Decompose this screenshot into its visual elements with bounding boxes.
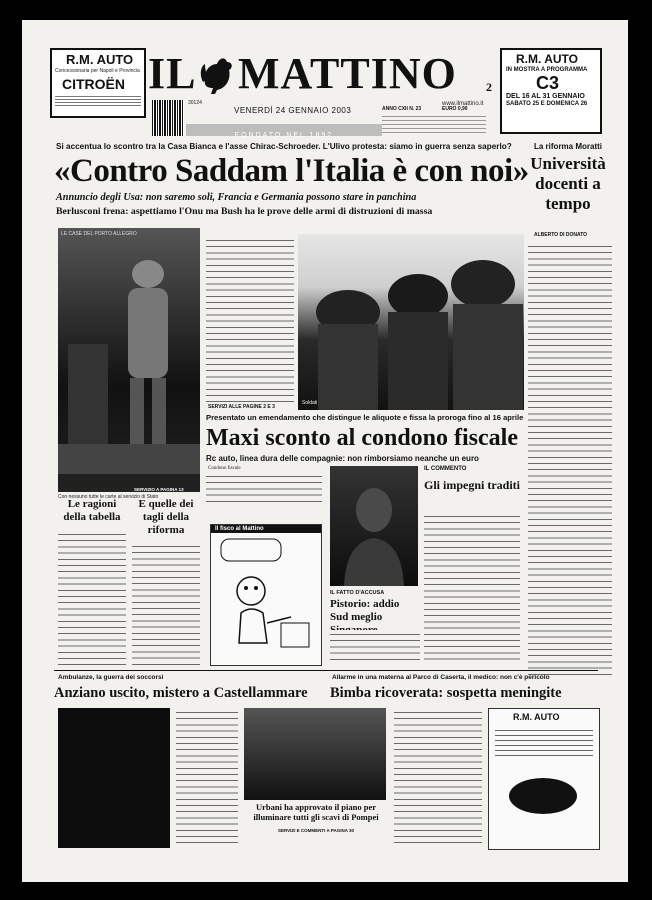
masthead-small-number: 2 xyxy=(486,80,492,94)
impegni-headline[interactable]: Gli impegni traditi xyxy=(424,478,520,492)
bottom-center-kicker: Allarme in una materna al Parco di Caserta, il medico: non c'è pericolo xyxy=(332,674,550,681)
pistorio-headline[interactable]: Pistorio: addio Sud meglio xyxy=(330,598,400,623)
cartoon-figure-icon xyxy=(211,533,319,659)
pompei-photo[interactable] xyxy=(244,708,386,800)
left-col-headline-1[interactable]: Le ragioni della tabella xyxy=(63,498,121,523)
condono-subhead: Rc auto, linea dura delle compagnie: non rimborsiamo neanche un euro xyxy=(206,454,479,463)
sidebar-kicker: La riforma Moratti xyxy=(534,142,603,151)
bottom-right-ad-title: R.M. AUTO xyxy=(513,712,560,722)
left-photo-see-page: SERVIZIO A PAGINA 13 xyxy=(134,487,184,492)
left-col-text-1 xyxy=(58,530,126,666)
postal-fineprint xyxy=(382,113,486,135)
soldier-silhouette-icon xyxy=(58,244,200,474)
masthead-title-right: MATTINO xyxy=(238,49,457,98)
portrait-icon xyxy=(330,466,418,586)
left-col-headline-2[interactable]: E quelle dei tagli della riforma xyxy=(138,498,194,536)
pistorio-body-text xyxy=(330,630,420,664)
bottom-right-ad-fineprint xyxy=(495,726,593,756)
impegni-body-text xyxy=(424,512,520,662)
ad-rm-auto-c3[interactable] xyxy=(500,48,602,134)
sidebar-author: ALBERTO DI DONATO xyxy=(534,232,588,238)
ad-left-brand: CITROËN xyxy=(62,76,125,92)
ad-left-title: R.M. AUTO xyxy=(66,52,134,67)
condono-headline[interactable]: Maxi sconto al condono fiscale xyxy=(206,425,518,451)
ad-right-line3: SABATO 25 E DOMENICA 26 xyxy=(506,101,588,107)
lead-see-page[interactable]: SERVIZI ALLE PAGINE 2 E 3 xyxy=(208,404,275,410)
masthead-title-left: IL xyxy=(148,49,197,98)
bottom-left-body-text xyxy=(176,708,238,848)
masthead-price: EURO 0,90 xyxy=(442,106,468,112)
bottom-right-ad[interactable] xyxy=(488,708,600,850)
ad-right-model: C3 xyxy=(536,73,560,93)
impegni-photo[interactable] xyxy=(330,466,418,586)
founded-text: FONDATO NEL 1892 xyxy=(234,132,334,139)
founded-band xyxy=(186,124,382,139)
bottom-left-photo[interactable] xyxy=(58,708,170,848)
cartoon-box[interactable] xyxy=(210,524,322,666)
section-rule xyxy=(54,670,598,671)
ad-right-title: R.M. AUTO xyxy=(516,52,578,66)
lead-headline[interactable]: «Contro Saddam l'Italia è con noi» xyxy=(54,153,529,189)
left-col-text-2 xyxy=(132,542,200,666)
ad-right-line2: DEL 16 AL 31 GENNAIO xyxy=(506,93,585,100)
masthead-website: www.ilmattino.it xyxy=(442,101,484,107)
bottom-left-headline[interactable]: Anziano uscito, mistero a Castellammare xyxy=(54,685,308,701)
lead-photo-caption: Soldati xyxy=(302,400,318,406)
pompei-caption-headline[interactable]: Urbani ha approvato il piano per illuminare tutti gli scavi di Pompei xyxy=(253,802,379,822)
soldiers-helmets-icon xyxy=(298,234,524,410)
lead-body-text xyxy=(206,236,294,402)
cartoon-label: Il fisco al Mattino xyxy=(211,525,321,533)
lead-second-deck: Berlusconi frena: aspettiamo l'Onu ma Bush ha le prove delle armi di distruzioni di massa xyxy=(56,206,433,217)
pistorio-kicker: IL FATTO D'ACCUSA xyxy=(330,590,385,596)
lead-photo-soldiers[interactable] xyxy=(298,234,524,410)
newspaper-front-page xyxy=(22,20,628,882)
sidebar-body-text xyxy=(528,242,612,680)
impegni-kicker: IL COMMENTO xyxy=(424,466,467,472)
condono-kicker: Presentato un emendamento che distingue le aliquote e fissa la proroga fino al 16 aprile xyxy=(206,413,524,422)
condono-body-text xyxy=(206,472,322,506)
car-icon xyxy=(489,760,597,820)
masthead-date: VENERDÌ 24 GENNAIO 2003 xyxy=(234,106,352,115)
left-photo[interactable] xyxy=(58,228,200,492)
lead-subhead: Annuncio degli Usa: non saremo soli, Francia e Germania possono stare in panchina xyxy=(56,192,417,203)
left-photo-caption: Con nessuno tutte le carte al servizio di Stato xyxy=(58,494,159,500)
barcode-number: 30124 xyxy=(188,100,202,106)
masthead-issue: ANNO CXII N. 23 xyxy=(382,106,422,112)
bottom-center-body-text xyxy=(394,708,482,848)
barcode xyxy=(152,100,184,136)
bottom-left-kicker: Ambulanze, la guerra dei soccorsi xyxy=(58,674,164,681)
bottom-center-headline[interactable]: Bimba ricoverata: sospetta meningite xyxy=(330,685,562,701)
lead-kicker: Si accentua lo scontro tra la Casa Bianca e l'asse Chirac-Schroeder. L'Ulivo protesta: siamo in guerra senza saperlo? xyxy=(56,142,512,151)
ad-right-line1: IN MOSTRA A PROGRAMMA xyxy=(506,67,588,73)
sidebar-headline[interactable]: Università docenti a tempo xyxy=(530,154,606,213)
left-photo-label: LE CASE DEL PORTO ALLEGRO xyxy=(61,231,137,237)
ad-rm-auto-citroen[interactable] xyxy=(50,48,146,118)
ad-left-fineprint xyxy=(55,94,141,106)
pompei-see-page[interactable]: SERVIZI E COMMENTI A PAGINA 30 xyxy=(277,828,355,833)
condono-text-label: Condono fiscale xyxy=(208,466,241,471)
ad-left-subtitle: Concessionaria per Napoli e Provincia xyxy=(55,68,140,74)
rooster-logo-icon xyxy=(199,54,237,96)
